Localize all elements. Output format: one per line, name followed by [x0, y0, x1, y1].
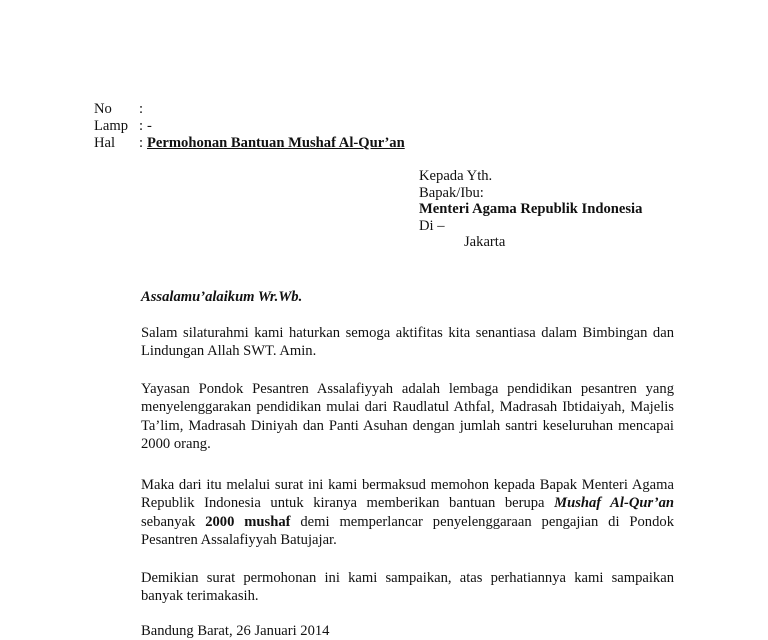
- no-label: No: [94, 101, 112, 117]
- paragraph-3-part2: sebanyak: [141, 513, 206, 530]
- paragraph-3-part3: demi memperlancar penyelenggaraan pengajian di Pondok Pesantren Assalafiyyah Batujajar.: [141, 513, 674, 548]
- paragraph-4-block: [141, 569, 674, 606]
- lamp-label: Lamp: [94, 118, 129, 134]
- paragraph-3-mushaf: Mushaf Al-Qur’an: [554, 495, 674, 512]
- paragraph-1-block: [141, 324, 674, 361]
- addressee-line-di: Di –: [419, 217, 445, 234]
- hal-label: Hal: [94, 135, 116, 151]
- greeting-block: [141, 288, 674, 306]
- paragraph-2: Yayasan Pondok Pesantren Assalafiyyah adalah lembaga pendidikan pesantren yang menyelenggarakan pendidikan mulai dari Raudlatul Athfal, Madrasah Ibtidaiyah, Majelis Ta’lim, Madrasah Diniyah dan Panti Asuhan dengan jumlah santri keseluruhan mencapai 2000 orang.: [141, 381, 674, 452]
- paragraph-3-part1: Maka dari itu melalui surat ini kami bermaksud memohon kepada Bapak Menteri Agama Republik Indonesia untuk kiranya memberikan bantuan berupa: [141, 477, 674, 512]
- no-colon: :: [139, 101, 144, 117]
- meta-row-no: [94, 101, 147, 118]
- place-date-line: Bandung Barat, 26 Januari 2014: [141, 623, 330, 639]
- paragraph-4: Demikian surat permohonan ini kami sampaikan, atas perhatiannya kami sampaikan banyak terimakasih.: [141, 570, 674, 605]
- addressee-line-recipient: Menteri Agama Republik Indonesia: [419, 201, 643, 217]
- paragraph-2-block: [141, 380, 674, 453]
- hal-colon: :: [139, 135, 144, 151]
- paragraph-3-quantity: 2000 mushaf: [205, 513, 291, 530]
- addressee-line-city: Jakarta: [464, 234, 506, 250]
- lamp-value: -: [147, 118, 152, 134]
- paragraph-3: [141, 476, 674, 549]
- paragraph-3-block: [141, 476, 674, 549]
- addressee-line-kepada: Kepada Yth.: [419, 168, 493, 184]
- subject-line: Permohonan Bantuan Mushaf Al-Qur’an: [147, 135, 405, 151]
- addressee-block: [419, 168, 642, 251]
- lamp-colon: :: [139, 118, 144, 134]
- addressee-line-bapak: Bapak/Ibu:: [419, 184, 484, 201]
- meta-row-lamp: [94, 118, 152, 135]
- greeting: Assalamu’alaikum Wr.Wb.: [141, 289, 303, 305]
- paragraph-1: Salam silaturahmi kami haturkan semoga aktifitas kita senantiasa dalam Bimbingan dan Lindungan Allah SWT. Amin.: [141, 325, 674, 360]
- meta-row-hal: [94, 135, 405, 152]
